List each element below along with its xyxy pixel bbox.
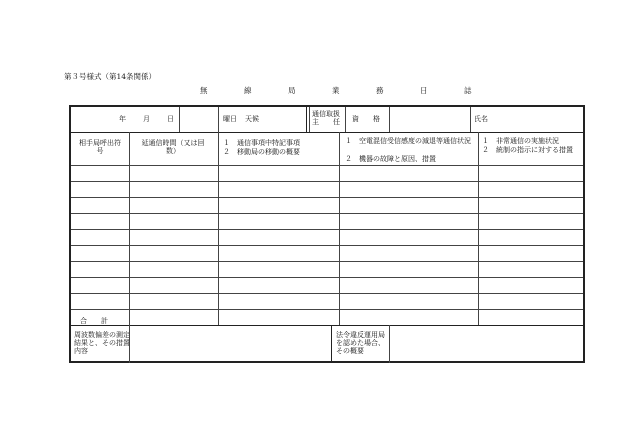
info-col-divider <box>345 107 346 132</box>
row-line <box>71 197 583 198</box>
footer-divider <box>331 325 332 363</box>
total-label: 合 計 <box>80 317 108 325</box>
info-col-divider <box>309 107 310 132</box>
total-row-top <box>71 309 583 310</box>
name-label: 氏名 <box>474 115 488 123</box>
column-divider <box>339 132 340 325</box>
info-col-divider <box>218 107 219 132</box>
form-number-label: 第３号様式（第14条関係） <box>64 72 157 81</box>
duration-header: 延通信時間（又は回数） <box>141 139 205 155</box>
row-line <box>71 245 583 246</box>
row-line <box>71 277 583 278</box>
operator-main-label: 通信取扱主 任 <box>312 110 340 126</box>
row-line <box>71 181 583 182</box>
reception-status-header: １ 空電混信受信感度の減退等通信状況 <box>345 137 471 145</box>
row-line <box>71 213 583 214</box>
footer-divider <box>129 325 130 363</box>
log-table <box>69 105 585 363</box>
info-col-divider <box>179 107 180 132</box>
footer-divider <box>71 325 583 326</box>
qualification-label: 資 格 <box>352 115 380 123</box>
row-line <box>71 229 583 230</box>
emergency-comm-header: １ 非常通信の実施状況 <box>482 137 559 145</box>
mobile-movement-header: ２ 移動局の移動の概要 <box>223 148 300 156</box>
month-label: 月 <box>143 115 150 123</box>
weekday-label: 曜日 <box>223 115 237 123</box>
header-row-divider <box>71 165 583 166</box>
column-divider <box>478 132 479 325</box>
info-col-divider <box>389 107 390 132</box>
violation-report-label: 法令違反運用局を認めた場合、その概要 <box>336 331 385 355</box>
row-line <box>71 293 583 294</box>
control-measures-header: ２ 統制の指示に対する措置 <box>482 146 573 154</box>
frequency-check-label: 周波数偏差の測定結果と、その措置内容 <box>74 331 130 355</box>
special-notes-header: １ 通信事項中特記事項 <box>223 139 300 147</box>
footer-divider <box>389 325 390 363</box>
weather-label: 天候 <box>245 115 259 123</box>
info-col-divider <box>470 107 471 132</box>
row-line <box>71 261 583 262</box>
day-label: 日 <box>167 115 174 123</box>
callsign-header: 相手局呼出符 号 <box>79 139 135 155</box>
info-row-divider <box>71 132 583 133</box>
column-divider <box>218 132 219 325</box>
document-title: 無 線 局 業 務 日 誌 <box>200 86 486 95</box>
info-col-divider <box>306 107 307 132</box>
equipment-fault-header: ２ 機器の故障と原因、措置 <box>345 155 436 163</box>
column-divider <box>129 132 130 325</box>
year-label: 年 <box>119 115 126 123</box>
